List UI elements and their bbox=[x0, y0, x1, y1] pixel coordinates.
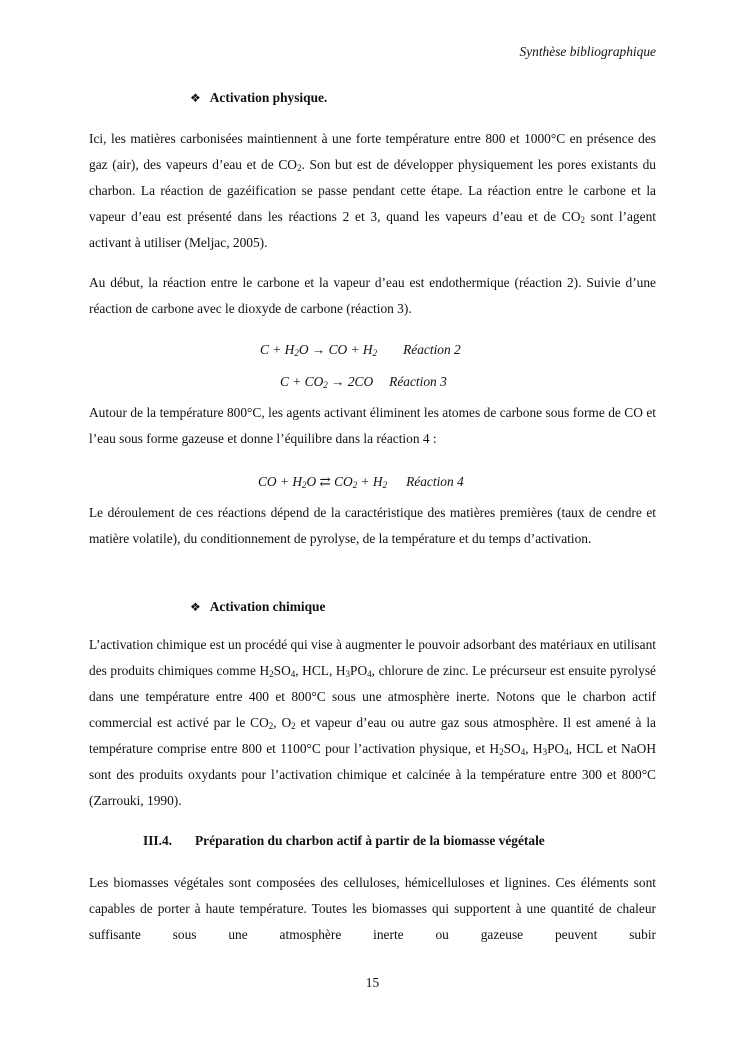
heading-activation-physique bbox=[190, 90, 327, 106]
diamond-bullet-icon: ❖ bbox=[190, 600, 201, 614]
section-title: Préparation du charbon actif à partir de la biomasse végétale bbox=[195, 833, 545, 848]
paragraph-physique-intro: Ici, les matières carbonisées maintiennent à une forte température entre 800 et 1000°C en présence des gaz (air), des vapeurs d’eau et de $CO_2$. Son but est de développer physiquement les pores existants du charbon. La réaction de gazéification se passe pendant cette étape. La réaction entre le carbone et la vapeur d’eau est présenté dans les réactions 2 et 3, quand les vapeurs d’eau et de $CO_2$ sont l’agent activant à utiliser (Meljac, 2005). bbox=[89, 131, 656, 250]
equation-reaction-4: CO + $H_2O$ ⇄ $CO_2 + H_2$ Réaction 4 bbox=[258, 474, 464, 490]
section-number: III.4. bbox=[143, 833, 173, 848]
heading-activation-chimique bbox=[190, 599, 325, 615]
reaction-label: Réaction 4 bbox=[406, 474, 464, 489]
diamond-bullet-icon: ❖ bbox=[190, 91, 201, 105]
reaction-label: Réaction 2 bbox=[403, 342, 461, 357]
running-header: Synthèse bibliographique bbox=[519, 44, 656, 59]
paragraph-biomasse: Les biomasses végétales sont composées des celluloses, hémicelluloses et lignines. Ces éléments sont capables de porter à haute température. Toutes les biomasses qui supportent à une quantité de chaleur suffisante sous une atmosphère inerte ou gazeuse peuvent subir bbox=[89, 875, 656, 942]
paragraph-physique-reactions: Au début, la réaction entre le carbone et la vapeur d’eau est endothermique (réaction 2). Suivie d’une réaction de carbone avec le dioxyde de carbone (réaction 3). bbox=[89, 275, 656, 316]
reaction-label: Réaction 3 bbox=[389, 374, 447, 389]
page-number: 15 bbox=[365, 975, 380, 990]
paragraph-physique-deroulement: Le déroulement de ces réactions dépend de la caractéristique des matières premières (taux de cendre et matière volatile), du conditionnement de pyrolyse, de la température et du temps d’activation. bbox=[89, 505, 656, 546]
paragraph-chimique: L’activation chimique est un procédé qui vise à augmenter le pouvoir adsorbant des matériaux en utilisant des produits chimiques comme $H_2SO_4$, HCL, $H_3PO_4$, chlorure de zinc. Le précurseur est ensuite pyrolysé dans une température entre 400 et 800°C sous une atmosphère inerte. Notons que le charbon actif commercial est activé par le $CO_2$, $O_2$ et vapeur d’eau ou autre gaz sous atmosphère. Il est amené à la température comprise entre 800 et 1100°C pour l’activation physique, et $H_2SO_4$, $H_3PO_4$, HCL et NaOH sont des produits oxydants pour l’activation chimique et calcinée à la température entre 300 et 800°C (Zarrouki, 1990). bbox=[89, 637, 656, 808]
heading-text: Activation physique. bbox=[209, 90, 328, 105]
section-heading-iii-4 bbox=[143, 833, 545, 849]
heading-text: Activation chimique bbox=[209, 599, 326, 614]
equation-reaction-3: $C + CO_2 \to 2CO$ Réaction 3 bbox=[280, 374, 447, 390]
paragraph-physique-temperature: Autour de la température 800°C, les agents activant éliminent les atomes de carbone sous forme de CO et l’eau sous forme gazeuse et donne l’équilibre dans la réaction 4 : bbox=[89, 405, 656, 446]
equation-reaction-2: $C + H_2O$ → CO + $H_2$ Réaction 2 bbox=[260, 342, 461, 358]
